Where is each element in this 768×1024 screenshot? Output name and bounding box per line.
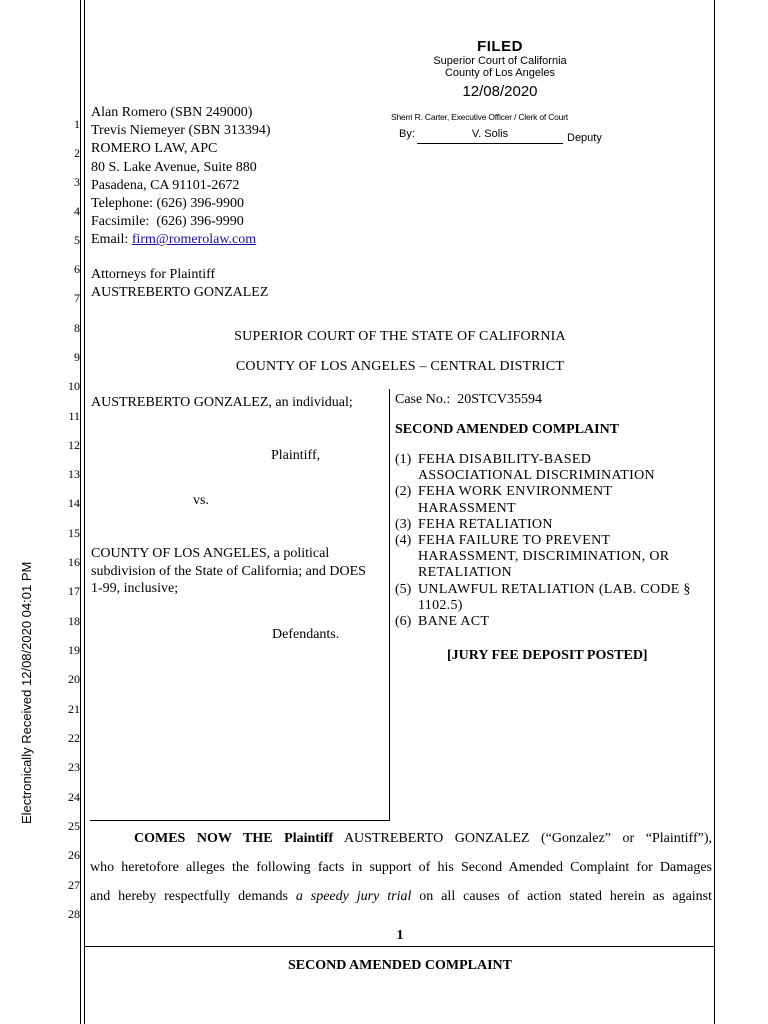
plaintiff-party: AUSTREBERTO GONZALEZ, an individual;: [91, 395, 353, 410]
filed-stamp-clerk: V. Solis: [471, 128, 509, 140]
versus-label: vs.: [193, 493, 209, 508]
defendants-label: Defendants.: [272, 627, 340, 642]
attorney-block: [91, 104, 271, 250]
line-number: 22: [68, 731, 80, 745]
attorneys-for-block: [91, 266, 268, 302]
body-line-3b: on all causes of action stated herein as against: [411, 889, 713, 904]
cause-number: (3): [395, 516, 412, 532]
firm-street: 80 S. Lake Avenue, Suite 880: [91, 159, 257, 175]
filed-stamp-deputy-label: Deputy: [567, 132, 602, 144]
firm-facsimile: Facsimile: (626) 396-9990: [91, 214, 244, 230]
line-number: 20: [68, 672, 80, 686]
cause-text: BANE ACT: [418, 614, 490, 630]
cause-text: FEHA RETALIATION: [418, 516, 553, 532]
filed-stamp-county: County of Los Angeles: [444, 67, 556, 79]
line-number: 15: [68, 526, 80, 540]
cause-of-action: [395, 452, 715, 484]
attorneys-for-label: Attorneys for Plaintiff: [91, 267, 216, 282]
cause-text: FEHA FAILURE TO PREVENT: [418, 533, 611, 549]
line-number: 18: [68, 614, 80, 628]
line-number: 21: [68, 702, 80, 716]
caption-divider: [389, 389, 390, 820]
cause-of-action: [395, 582, 715, 614]
cause-number: (2): [395, 484, 412, 500]
plaintiff-label: Plaintiff,: [271, 448, 321, 463]
client-name: AUSTREBERTO GONZALEZ: [91, 285, 269, 301]
body-line-2: who heretofore alleges the following facts in support of his Second Amended Complaint for Damages: [90, 860, 712, 875]
line-number: 7: [74, 291, 80, 305]
line-number: 1: [74, 117, 80, 131]
line-number: 19: [68, 643, 80, 657]
line-number: 27: [68, 878, 80, 892]
line-number: 16: [68, 555, 80, 569]
filed-stamp: [380, 38, 620, 100]
defendant-line-3: 1-99, inclusive;: [91, 581, 179, 596]
line-number: 6: [74, 262, 80, 276]
defendant-line-2: subdivision of the State of California; and DOES: [91, 564, 366, 579]
cause-number: (6): [395, 614, 412, 630]
cause-text: RETALIATION: [418, 565, 512, 581]
left-margin-line-inner: [84, 0, 85, 1024]
document-title: SECOND AMENDED COMPLAINT: [395, 422, 620, 437]
footer-title: SECOND AMENDED COMPLAINT: [287, 958, 512, 973]
cause-of-action: [395, 484, 715, 516]
cause-of-action: [395, 614, 715, 630]
footer-rule: [84, 946, 715, 947]
line-number: 23: [68, 760, 80, 774]
body-line-1: [90, 824, 712, 853]
line-number: 14: [68, 496, 80, 510]
caption-bottom-line: [90, 820, 390, 821]
cause-number: (5): [395, 581, 412, 597]
jury-fee-notice: [JURY FEE DEPOSIT POSTED]: [447, 648, 648, 663]
email-label: Email:: [91, 232, 132, 248]
body-line-3: [90, 882, 712, 911]
complaint-body: [90, 824, 712, 911]
line-number: 25: [68, 819, 80, 833]
case-number: Case No.: 20STCV35594: [395, 392, 542, 407]
line-number: 4: [74, 204, 80, 218]
cause-text: FEHA DISABILITY-BASED: [418, 452, 592, 467]
filed-stamp-officer: Sherri R. Carter, Executive Officer / Clerk of Court: [391, 112, 568, 122]
court-name: SUPERIOR COURT OF THE STATE OF CALIFORNIA: [234, 329, 566, 344]
line-number: 8: [74, 321, 80, 335]
cause-of-action: [395, 533, 715, 582]
cause-number: (1): [395, 452, 412, 467]
filed-stamp-by: [399, 128, 609, 144]
defendant-line-1: COUNTY OF LOS ANGELES, a political: [91, 546, 330, 561]
body-lead: COMES NOW THE Plaintiff: [134, 831, 334, 846]
left-margin-line-outer: [80, 0, 81, 1024]
firm-email-row: [91, 231, 271, 249]
line-number: 24: [68, 790, 80, 804]
cause-text: 1102.5): [418, 597, 463, 613]
cause-text: HARASSMENT: [418, 500, 516, 516]
electronic-received-stamp: Electronically Received 12/08/2020 04:01 PM: [19, 561, 34, 824]
law-firm-name: ROMERO LAW, APC: [91, 141, 218, 157]
cause-of-action: [395, 517, 715, 533]
cause-text: UNLAWFUL RETALIATION (LAB. CODE §: [418, 581, 691, 597]
line-number: 17: [68, 584, 80, 598]
filed-stamp-by-label: By:: [399, 128, 415, 140]
court-county: COUNTY OF LOS ANGELES – CENTRAL DISTRICT: [235, 359, 565, 374]
attorney-name-2: Trevis Niemeyer (SBN 313394): [91, 123, 271, 139]
cause-number: (4): [395, 533, 412, 549]
line-number: 5: [74, 233, 80, 247]
line-number: 2: [74, 146, 80, 160]
page-number: 1: [396, 928, 404, 943]
firm-telephone: Telephone: (626) 396-9900: [91, 196, 244, 212]
line-number: 26: [68, 848, 80, 862]
firm-city: Pasadena, CA 91101-2672: [91, 177, 240, 193]
cause-text: ASSOCIATIONAL DISCRIMINATION: [418, 468, 655, 484]
body-line-1-text: AUSTREBERTO GONZALEZ (“Gonzalez” or “Plaintiff”),: [333, 831, 712, 846]
email-link[interactable]: firm@romerolaw.com: [131, 232, 257, 248]
line-number: 11: [68, 409, 80, 423]
line-number: 28: [68, 907, 80, 921]
line-number: 12: [68, 438, 80, 452]
causes-of-action-list: [395, 452, 715, 630]
line-number: 9: [74, 350, 80, 364]
cause-text: FEHA WORK ENVIRONMENT: [418, 484, 613, 500]
line-number: 10: [68, 379, 80, 393]
line-number: 13: [68, 467, 80, 481]
filed-stamp-title: FILED: [477, 38, 523, 55]
body-line-3a: and hereby respectfully demands: [90, 889, 296, 904]
attorney-name-1: Alan Romero (SBN 249000): [91, 105, 253, 120]
line-number: 3: [74, 175, 80, 189]
filed-stamp-date: 12/08/2020: [462, 83, 538, 100]
cause-text: HARASSMENT, DISCRIMINATION, OR: [418, 549, 670, 565]
filed-stamp-signature-line: [417, 143, 563, 144]
filed-stamp-court: Superior Court of California: [433, 55, 567, 67]
body-emphasis: a speedy jury trial: [295, 889, 412, 904]
